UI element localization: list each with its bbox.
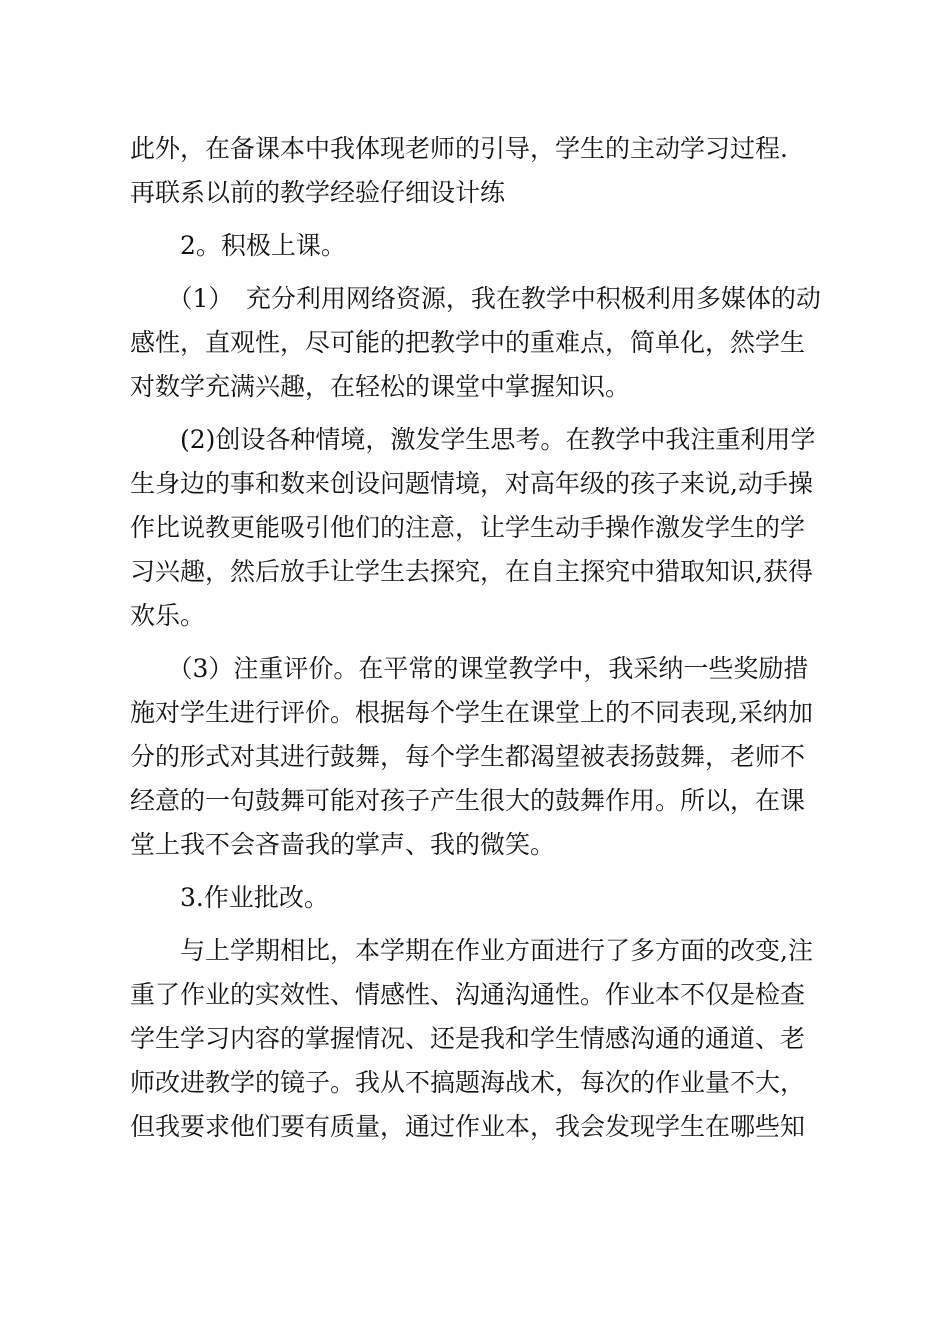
paragraph bbox=[130, 876, 830, 920]
paragraph bbox=[130, 277, 830, 409]
text-line: 作比说教更能吸引他们的注意，让学生动手操作激发学生的学 bbox=[130, 513, 806, 542]
paragraph bbox=[130, 418, 830, 638]
text-line: 分的形式对其进行鼓舞，每个学生都渴望被表扬鼓舞，老师不 bbox=[130, 742, 806, 771]
text-line: 堂上我不会吝啬我的掌声、我的微笑。 bbox=[130, 830, 556, 859]
paragraph bbox=[130, 929, 830, 1149]
document-body bbox=[130, 127, 830, 1149]
text-line: 对数学充满兴趣，在轻松的课堂中掌握知识。 bbox=[130, 372, 631, 401]
text-line: 习兴趣，然后放手让学生去探究，在自主探究中猎取知识,获得 bbox=[130, 557, 813, 586]
text-line: 经意的一句鼓舞可能对孩子产生很大的鼓舞作用。所以，在课 bbox=[130, 786, 806, 815]
text-line: 感性，直观性，尽可能的把教学中的重难点，简单化，然学生 bbox=[130, 328, 806, 357]
text-line: 重了作业的实效性、情感性、沟通沟通性。作业本不仅是检查 bbox=[130, 980, 806, 1009]
text-line: (2)创设各种情境，激发学生思考。在教学中我注重利用学 bbox=[130, 425, 816, 454]
text-line: 再联系以前的教学经验仔细设计练 bbox=[130, 178, 506, 207]
paragraph bbox=[130, 647, 830, 867]
text-line: 与上学期相比，本学期在作业方面进行了多方面的改变,注 bbox=[130, 936, 813, 965]
text-line: 此外，在备课本中我体现老师的引导，学生的主动学习过程. bbox=[130, 134, 788, 163]
text-line: 欢乐。 bbox=[130, 601, 206, 630]
section-heading: 2。积极上课。 bbox=[130, 231, 346, 260]
text-line: 学生学习内容的掌握情况、还是我和学生情感沟通的通道、老 bbox=[130, 1024, 806, 1053]
text-line: 但我要求他们要有质量，通过作业本，我会发现学生在哪些知 bbox=[130, 1112, 806, 1141]
text-line: 师改进教学的镜子。我从不搞题海战术，每次的作业量不大， bbox=[130, 1068, 806, 1097]
text-line: （1） 充分利用网络资源，我在教学中积极利用多媒体的动 bbox=[130, 284, 821, 313]
section-heading: 3.作业批改。 bbox=[130, 883, 329, 912]
paragraph bbox=[130, 127, 830, 215]
paragraph bbox=[130, 224, 830, 268]
text-line: 施对学生进行评价。根据每个学生在课堂上的不同表现,采纳加 bbox=[130, 698, 813, 727]
text-line: 生身边的事和数来创设问题情境，对高年级的孩子来说,动手操 bbox=[130, 469, 813, 498]
text-line: （3）注重评价。在平常的课堂教学中，我采纳一些奖励措 bbox=[130, 654, 809, 683]
